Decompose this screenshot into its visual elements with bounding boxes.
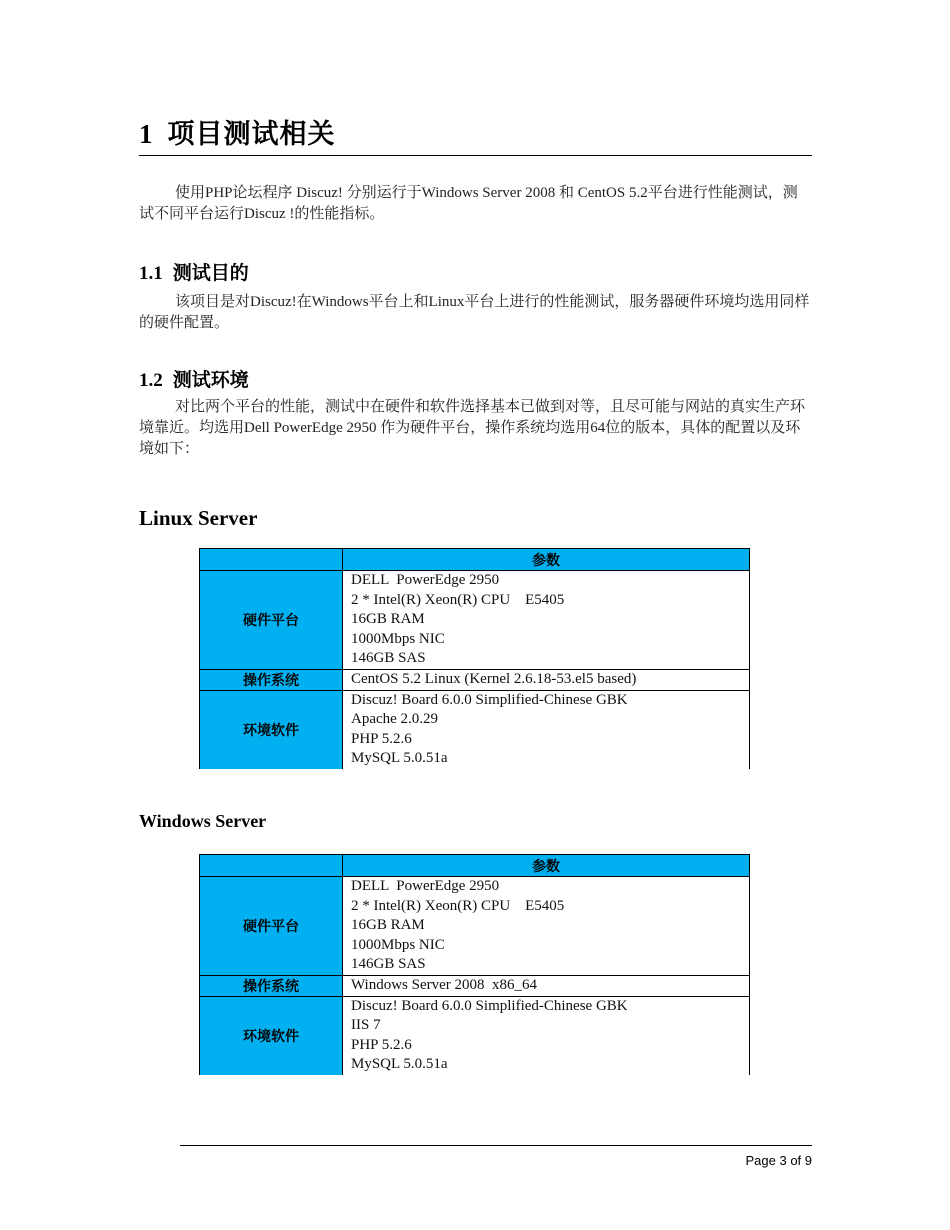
linux-server-title: Linux Server <box>139 506 258 530</box>
page-number: Page 3 of 9 <box>745 1153 812 1168</box>
hardware-label: 硬件平台 <box>200 877 343 976</box>
footer-rule <box>180 1145 812 1146</box>
hardware-line: 1000Mbps NIC <box>351 936 445 953</box>
hardware-label: 硬件平台 <box>200 571 343 670</box>
hardware-values <box>343 877 750 976</box>
heading-1-2-title: 测试环境 <box>172 369 249 391</box>
hardware-line: 2 * Intel(R) Xeon(R) CPU E5405 <box>351 591 565 608</box>
software-line: MySQL 5.0.51a <box>351 750 448 766</box>
software-label: 环境软件 <box>200 690 343 769</box>
hardware-values <box>343 571 750 670</box>
table-header-empty <box>200 855 343 877</box>
software-line: Discuz! Board 6.0.0 Simplified-Chinese GBK <box>351 691 628 708</box>
hardware-line: 2 * Intel(R) Xeon(R) CPU E5405 <box>351 897 565 914</box>
table-header-params: 参数 <box>343 855 750 877</box>
hardware-line: 146GB SAS <box>351 650 426 666</box>
heading-1-title: 项目测试相关 <box>167 119 336 150</box>
heading-1-1 <box>139 258 249 285</box>
os-line: Windows Server 2008 x86_64 <box>351 976 538 993</box>
heading-1-1-title: 测试目的 <box>172 262 249 284</box>
hardware-line: 16GB RAM <box>351 917 425 933</box>
software-values <box>343 996 750 1075</box>
os-value <box>343 975 750 996</box>
heading-1-number: 1 <box>139 119 154 149</box>
section-1-2-paragraph: 对比两个平台的性能，测试中在硬件和软件选择基本已做到对等，且尽可能与网站的真实生产环境靠近。均选用Dell PowerEdge 2950 作为硬件平台，操作系统均选用64位的版本，具体的配置以及环境如下： <box>139 399 806 457</box>
os-value <box>343 669 750 690</box>
hardware-line: 146GB SAS <box>351 956 426 972</box>
os-label: 操作系统 <box>200 669 343 690</box>
hardware-line: 16GB RAM <box>351 611 425 627</box>
linux-spec-table <box>199 548 750 769</box>
hardware-line: DELL PowerEdge 2950 <box>351 572 500 588</box>
intro-paragraph: 使用PHP论坛程序 Discuz! 分别运行于Windows Server 2008 和 CentOS 5.2平台进行性能测试，测试不同平台运行Discuz !的性能指标。 <box>139 185 798 222</box>
hardware-line: 1000Mbps NIC <box>351 630 445 647</box>
software-line: PHP 5.2.6 <box>351 730 412 747</box>
table-header-empty <box>200 549 343 571</box>
windows-spec-table <box>199 854 750 1075</box>
heading-1-2 <box>139 365 249 392</box>
heading-1-rule <box>139 155 812 156</box>
software-line: PHP 5.2.6 <box>351 1036 412 1053</box>
section-1-1-paragraph: 该项目是对Discuz!在Windows平台上和Linux平台上进行的性能测试，服务器硬件环境均选用同样的硬件配置。 <box>139 294 810 331</box>
software-line: Apache 2.0.29 <box>351 711 439 727</box>
windows-server-title: Windows Server <box>139 811 267 831</box>
software-line: Discuz! Board 6.0.0 Simplified-Chinese GBK <box>351 997 628 1014</box>
os-line: CentOS 5.2 Linux (Kernel 2.6.18-53.el5 based) <box>351 670 637 687</box>
heading-1-2-number: 1.2 <box>139 370 163 391</box>
hardware-line: DELL PowerEdge 2950 <box>351 878 500 894</box>
heading-1-1-number: 1.1 <box>139 263 163 284</box>
software-line: MySQL 5.0.51a <box>351 1056 448 1072</box>
software-line: IIS 7 <box>351 1017 381 1033</box>
heading-1 <box>139 112 336 151</box>
software-label: 环境软件 <box>200 996 343 1075</box>
software-values <box>343 690 750 769</box>
os-label: 操作系统 <box>200 975 343 996</box>
table-header-params: 参数 <box>343 549 750 571</box>
